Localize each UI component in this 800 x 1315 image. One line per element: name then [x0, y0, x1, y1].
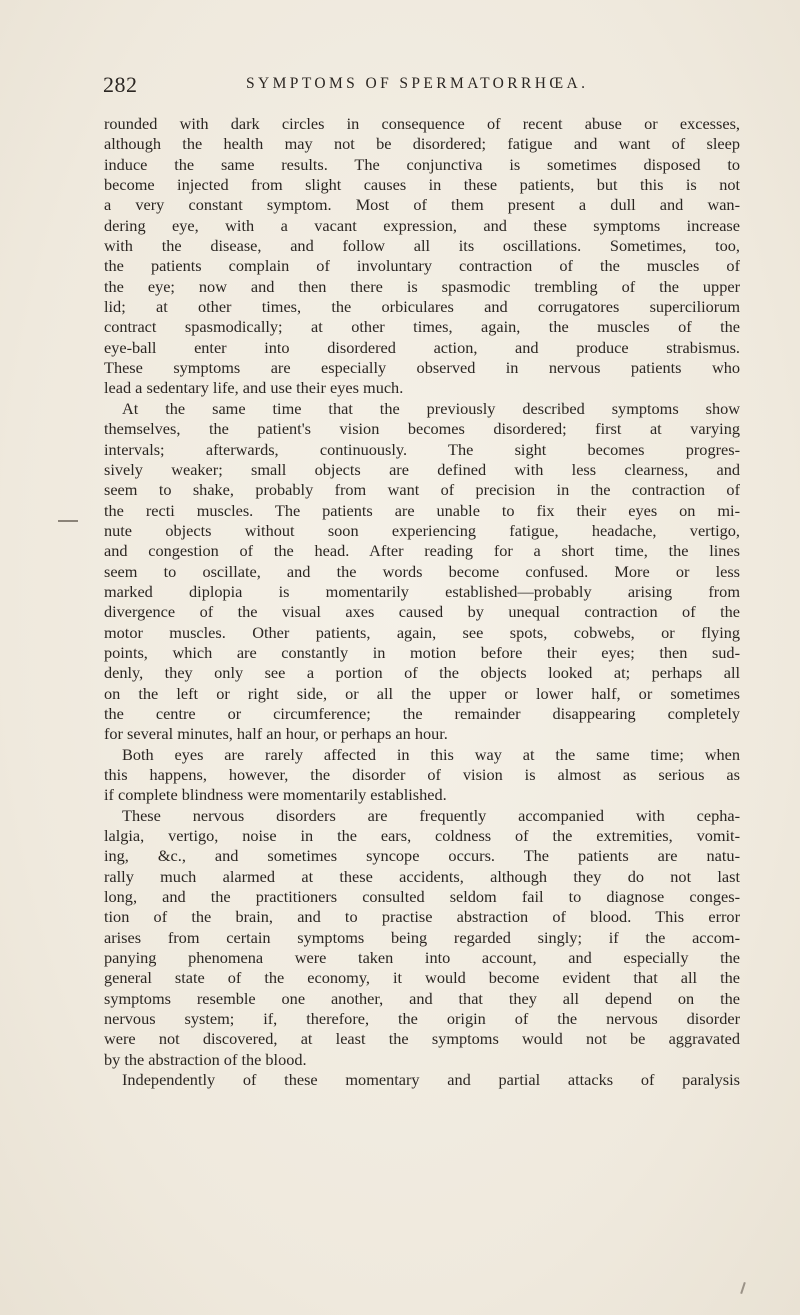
text-line: this happens, however, the disorder of vision is almost as serious as — [104, 765, 740, 784]
text-line: were not discovered, at least the symptoms would not be aggravated — [104, 1029, 740, 1049]
text-line: symptoms resemble one another, and that they all depend on the — [104, 988, 740, 1008]
text-line: contract spasmodically; at other times, again, the muscles of the — [104, 317, 740, 337]
text-line: ing, &c., and sometimes syncope occurs. The patients are natu- — [104, 846, 740, 866]
text-line: lalgia, vertigo, noise in the ears, coldness of the extremities, vomit- — [104, 826, 740, 846]
text-line: dering eye, with a vacant expression, and these symptoms increase — [104, 215, 740, 235]
text-line: nute objects without soon experiencing fatigue, headache, vertigo, — [104, 520, 740, 540]
text-line: for several minutes, half an hour, or perhaps an hour. — [104, 724, 448, 744]
text-line: marked diplopia is momentarily established—probably arising from — [104, 581, 740, 601]
text-line: induce the same results. The conjunctiva is sometimes disposed to — [104, 154, 740, 174]
text-line: the patients complain of involuntary contraction of the muscles of — [104, 256, 740, 276]
text-line: intervals; afterwards, continuously. The sight becomes progres- — [104, 439, 740, 459]
text-line: points, which are constantly in motion before their eyes; then sud- — [104, 642, 740, 662]
text-line: lead a sedentary life, and use their eyes much. — [104, 378, 404, 398]
text-line: These symptoms are especially observed in nervous patients who — [104, 358, 740, 378]
running-head: SYMPTOMS OF SPERMATORRHŒA. — [246, 75, 589, 92]
text-line: At the same time that the previously described symptoms show — [122, 398, 740, 418]
text-line: Independently of these momentary and partial attacks of paralysis — [122, 1070, 740, 1090]
text-line: nervous system; if, therefore, the origin of the nervous disorder — [104, 1009, 740, 1029]
text-line: if complete blindness were momentarily established. — [104, 785, 447, 805]
text-line: panying phenomena were taken into account, and especially the — [104, 948, 740, 968]
text-line: denly, they only see a portion of the objects looked at; perhaps all — [104, 663, 740, 683]
text-line: seem to oscillate, and the words become confused. More or less — [104, 561, 740, 581]
text-line: These nervous disorders are frequently accompanied with cepha- — [122, 805, 740, 825]
text-line: and congestion of the head. After reading for a short time, the lines — [104, 541, 740, 561]
text-line: divergence of the visual axes caused by unequal contraction of the — [104, 602, 740, 622]
text-line: the eye; now and then there is spasmodic trembling of the upper — [104, 276, 740, 296]
text-line: although the health may not be disordered; fatigue and want of sleep — [104, 134, 740, 154]
text-line: become injected from slight causes in these patients, but this is not — [104, 175, 740, 195]
text-line: general state of the economy, it would become evident that all the — [104, 968, 740, 988]
text-line: on the left or right side, or all the upper or lower half, or sometimes — [104, 683, 740, 703]
text-line: sively weaker; small objects are defined with less clearness, and — [104, 459, 740, 479]
text-line: long, and the practitioners consulted seldom fail to diagnose conges- — [104, 887, 740, 907]
text-line: with the disease, and follow all its oscillations. Sometimes, too, — [104, 236, 740, 256]
body-text — [104, 114, 740, 1091]
text-line: themselves, the patient's vision becomes disordered; first at varying — [104, 419, 740, 439]
text-line: seem to shake, probably from want of precision in the contraction of — [104, 480, 740, 500]
text-line: rounded with dark circles in consequence of recent abuse or excesses, — [104, 114, 740, 133]
text-line: the centre or circumference; the remainder disappearing completely — [104, 703, 740, 723]
text-line: arises from certain symptoms being regarded singly; if the accom- — [104, 927, 740, 947]
page-number: 282 — [103, 72, 138, 97]
text-line: motor muscles. Other patients, again, see spots, cobwebs, or flying — [104, 622, 740, 642]
page-header — [103, 72, 743, 102]
corner-mark — [740, 1282, 746, 1294]
text-line: lid; at other times, the orbiculares and corrugatores superciliorum — [104, 297, 740, 317]
text-line: tion of the brain, and to practise abstraction of blood. This error — [104, 907, 740, 927]
margin-mark — [58, 520, 78, 522]
text-line: by the abstraction of the blood. — [104, 1049, 307, 1069]
text-line: Both eyes are rarely affected in this way at the same time; when — [122, 744, 740, 764]
text-line: the recti muscles. The patients are unable to fix their eyes on mi- — [104, 500, 740, 520]
text-line: rally much alarmed at these accidents, although they do not last — [104, 866, 740, 886]
text-line: eye-ball enter into disordered action, and produce strabismus. — [104, 337, 740, 357]
text-line: a very constant symptom. Most of them present a dull and wan- — [104, 195, 740, 215]
